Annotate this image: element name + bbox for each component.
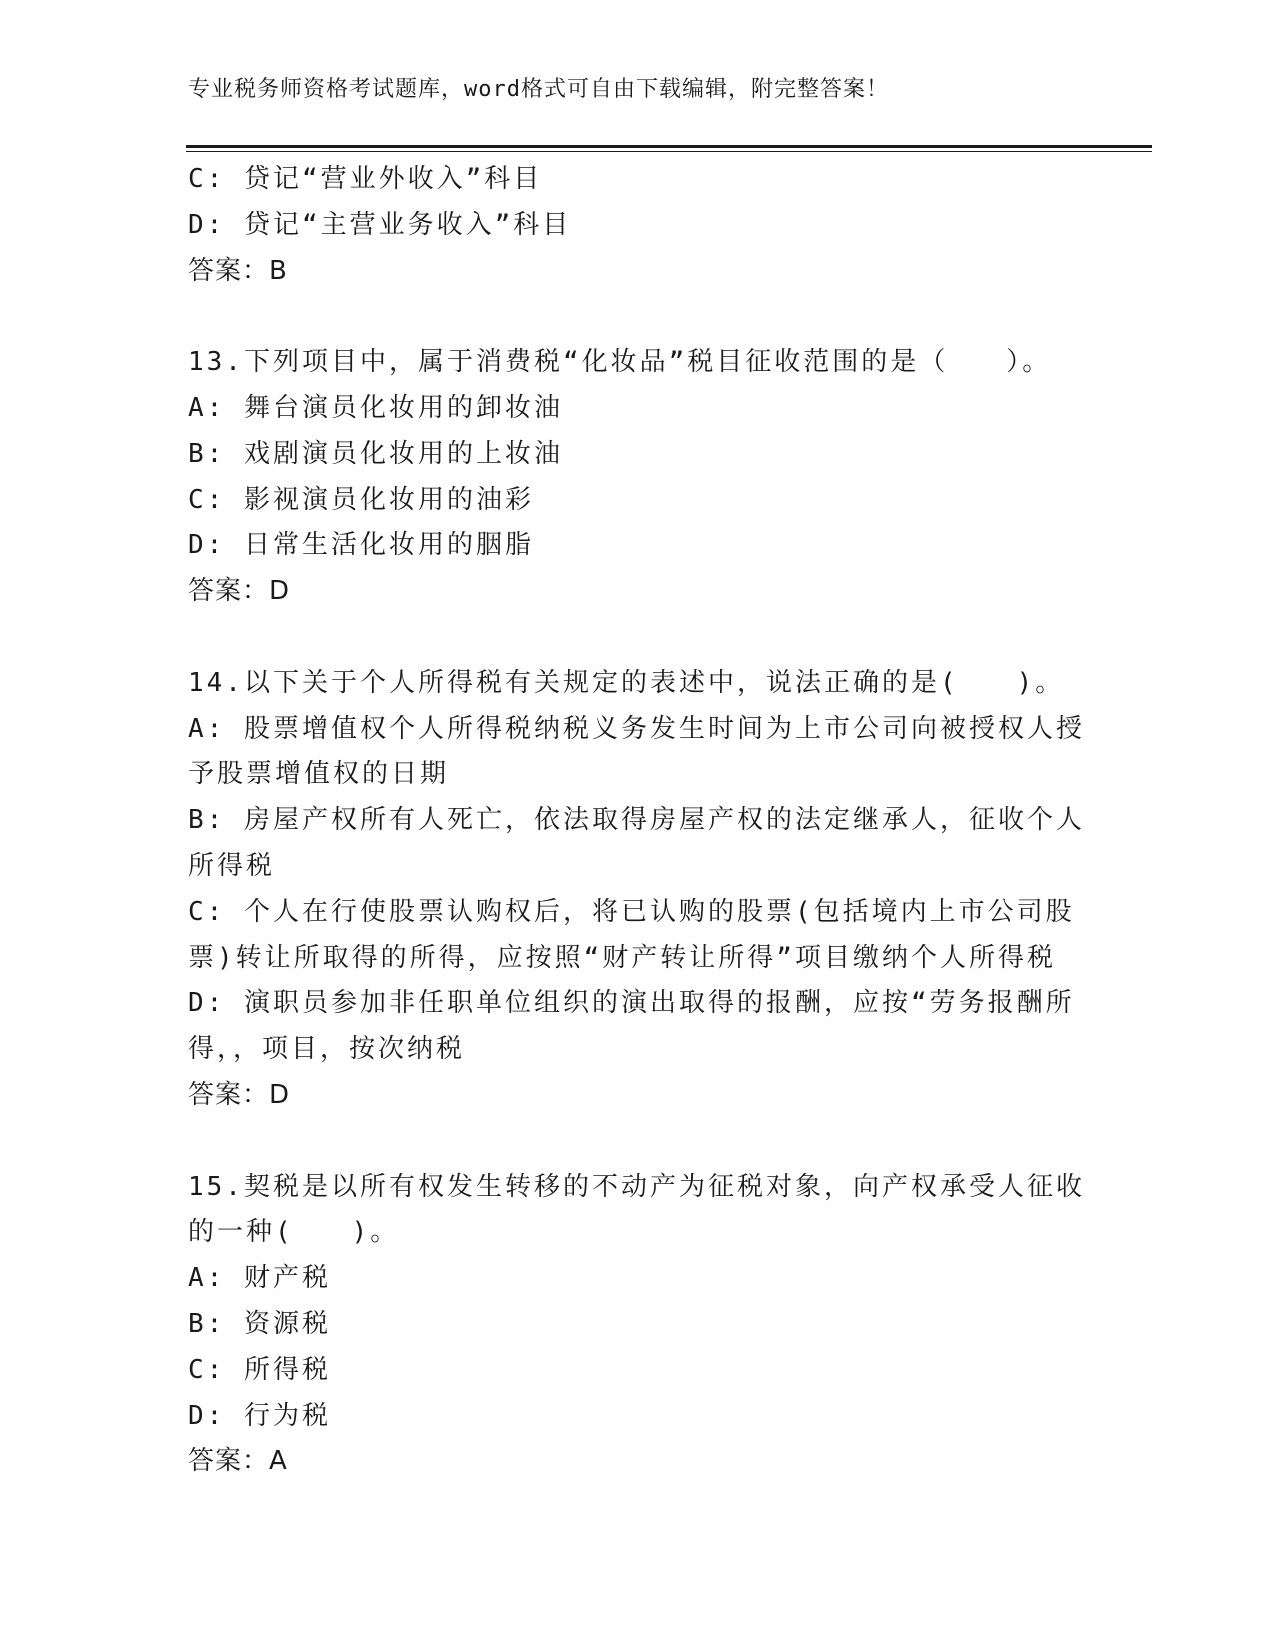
q14-option-d-line2: 得，，项目，按次纳税 [188, 1034, 466, 1065]
q15-option-b: B: 资源税 [188, 1308, 331, 1339]
q14-option-c-line2: 票)转让所取得的所得，应按照“财产转让所得”项目缴纳个人所得税 [188, 942, 1056, 973]
q14-answer: 答案：D [188, 1079, 291, 1110]
header-divider-thick [186, 145, 1152, 148]
q13-option-b: B: 戏剧演员化妆用的上妆油 [188, 438, 563, 469]
q14-option-b-line1: B: 房屋产权所有人死亡，依法取得房屋产权的法定继承人，征收个人 [188, 805, 1085, 836]
q14-option-a-line2: 予股票增值权的日期 [188, 759, 450, 790]
q15-answer: 答案：A [188, 1446, 288, 1477]
q13-answer: 答案：D [188, 576, 291, 607]
q14-option-c-line1: C: 个人在行使股票认购权后，将已认购的股票(包括境内上市公司股 [188, 896, 1075, 927]
q13-option-d: D: 日常生活化妆用的胭脂 [188, 530, 534, 561]
q15-question-line2: 的一种( )。 [188, 1217, 400, 1248]
q13-option-a: A: 舞台演员化妆用的卸妆油 [188, 392, 563, 423]
header-divider-thin [186, 151, 1152, 152]
spacer [188, 1119, 1078, 1165]
q12-answer: 答案：B [188, 255, 288, 286]
q13-option-c: C: 影视演员化妆用的油彩 [188, 484, 534, 515]
spacer [188, 615, 1078, 661]
q15-question-line1: 15.契税是以所有权发生转移的不动产为征税对象，向产权承受人征收 [188, 1171, 1085, 1202]
q15-option-d: D: 行为税 [188, 1400, 331, 1431]
q14-option-d-line1: D: 演职员参加非任职单位组织的演出取得的报酬，应按“劳务报酬所 [188, 988, 1075, 1019]
question-list [188, 157, 1085, 1485]
q12-option-c: C: 贷记“营业外收入”科目 [188, 164, 543, 194]
q15-option-a: A: 财产税 [188, 1263, 331, 1294]
spacer [188, 294, 1078, 340]
page-header: 专业税务师资格考试题库，word格式可自由下载编辑，附完整答案！ [188, 77, 889, 102]
q14-option-a-line1: A: 股票增值权个人所得税纳税义务发生时间为上市公司向被授权人授 [188, 713, 1085, 744]
q14-option-b-line2: 所得税 [188, 850, 276, 881]
q13-question: 13.下列项目中，属于消费税“化妆品”税目征收范围的是（ ）。 [188, 347, 1052, 378]
q12-option-d: D: 贷记“主营业务收入”科目 [188, 209, 572, 240]
q15-option-c: C: 所得税 [188, 1354, 331, 1385]
q14-question: 14.以下关于个人所得税有关规定的表述中，说法正确的是( )。 [188, 667, 1065, 698]
